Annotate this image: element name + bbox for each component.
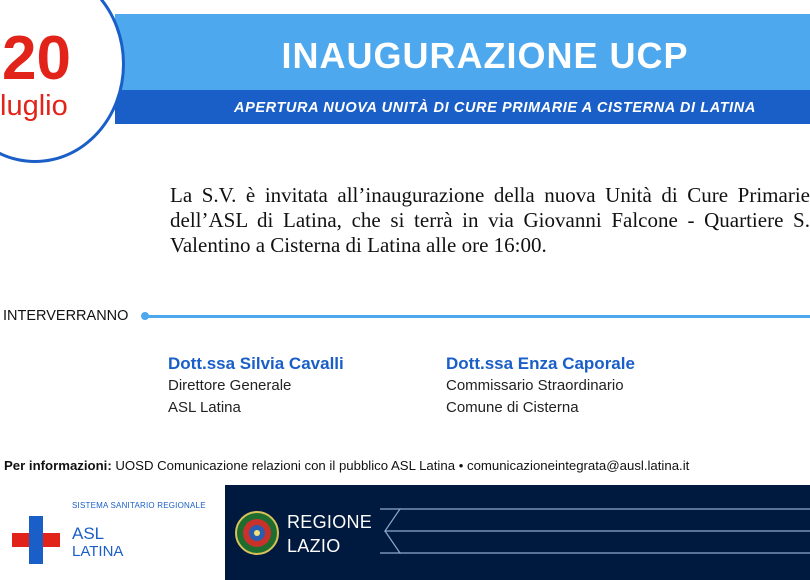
speaker-name: Dott.ssa Enza Caporale — [446, 354, 635, 373]
asl-logo-subtext: LATINA — [72, 543, 124, 560]
speaker-org: ASL Latina — [168, 399, 241, 416]
speakers-divider — [146, 315, 810, 318]
region-emblem-icon — [234, 510, 280, 556]
speaker-org: Comune di Cisterna — [446, 399, 579, 416]
speakers-heading: INTERVERRANNO — [3, 308, 129, 324]
asl-cross-icon — [12, 516, 60, 564]
asl-logo-text: ASL — [72, 524, 105, 543]
ssr-label: SISTEMA SANITARIO REGIONALE — [72, 501, 206, 510]
date-month: luglio — [0, 90, 68, 122]
region-name-line2: LAZIO — [287, 536, 341, 556]
info-label: Per informazioni: — [4, 458, 112, 473]
speaker-role: Direttore Generale — [168, 377, 292, 394]
info-text: UOSD Comunicazione relazioni con il pubblico ASL Latina • comunicazioneintegrata@ausl.latina.it — [115, 458, 690, 473]
info-line — [4, 456, 689, 476]
speaker-card — [446, 353, 635, 419]
page-subtitle: APERTURA NUOVA UNITÀ DI CURE PRIMARIE A CISTERNA DI LATINA — [234, 100, 756, 116]
date-day: 20 — [2, 24, 71, 93]
page-title: INAUGURAZIONE UCP — [281, 35, 689, 76]
speaker-role: Commissario Straordinario — [446, 377, 624, 394]
invitation-text: La S.V. è invitata all’inaugurazione della nuova Unità di Cure Primarie dell’ASL di Latina, che si terrà in via Giovanni Falcone - Quartiere S. Valentino a Cisterna di Latina alle ore 16:00. — [170, 183, 810, 257]
speaker-card — [168, 353, 344, 419]
speaker-name: Dott.ssa Silvia Cavalli — [168, 354, 344, 373]
region-name-line1: REGIONE — [287, 512, 373, 532]
